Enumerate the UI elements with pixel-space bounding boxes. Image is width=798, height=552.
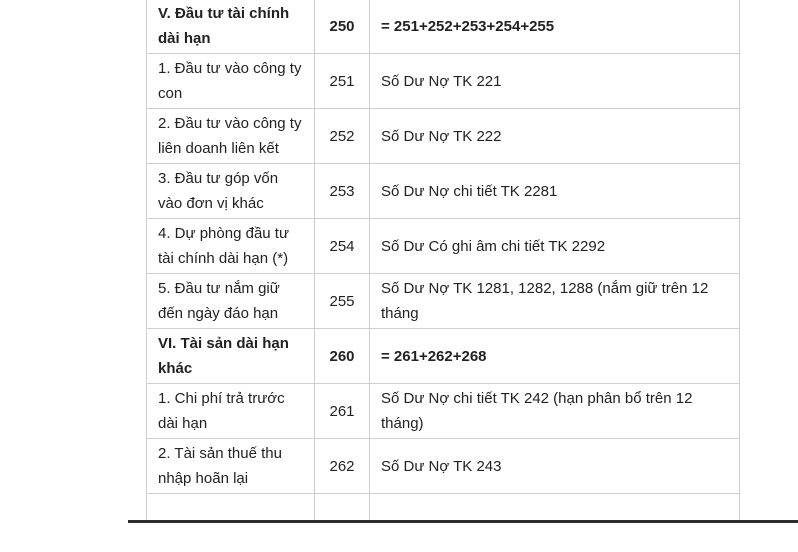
item-formula: Số Dư Nợ TK 221: [370, 54, 740, 109]
item-label: 3. Đầu tư góp vốn vào đơn vị khác: [147, 164, 315, 219]
table-row: [147, 0, 740, 54]
table-row: [147, 384, 740, 439]
item-code: 255: [315, 274, 370, 329]
item-formula: = 251+252+253+254+255: [370, 0, 740, 54]
divider-bar: [128, 520, 798, 523]
item-code: 260: [315, 329, 370, 384]
item-code: 251: [315, 54, 370, 109]
item-formula: = 261+262+268: [370, 329, 740, 384]
table-row: [147, 219, 740, 274]
table-row: [147, 274, 740, 329]
page-background: [0, 523, 798, 552]
item-label: 2. Đầu tư vào công ty liên doanh liên kết: [147, 109, 315, 164]
item-code: 262: [315, 439, 370, 494]
balance-sheet-table: [146, 0, 740, 523]
item-label: V. Đầu tư tài chính dài hạn: [147, 0, 315, 54]
table-row: [147, 164, 740, 219]
item-code: 254: [315, 219, 370, 274]
table-row: [147, 329, 740, 384]
item-label: VI. Tài sản dài hạn khác: [147, 329, 315, 384]
item-label: 4. Dự phòng đầu tư tài chính dài hạn (*): [147, 219, 315, 274]
item-label: 2. Tài sản thuế thu nhập hoãn lại: [147, 439, 315, 494]
item-label: 1. Đầu tư vào công ty con: [147, 54, 315, 109]
table-row: [147, 109, 740, 164]
item-code: 253: [315, 164, 370, 219]
table-row-partial: [147, 494, 740, 523]
item-formula: Số Dư Nợ TK 222: [370, 109, 740, 164]
item-formula: Số Dư Có ghi âm chi tiết TK 2292: [370, 219, 740, 274]
item-label: 1. Chi phí trả trước dài hạn: [147, 384, 315, 439]
item-formula: Số Dư Nợ chi tiết TK 2281: [370, 164, 740, 219]
item-label: 5. Đầu tư nắm giữ đến ngày đáo hạn: [147, 274, 315, 329]
table-row: [147, 54, 740, 109]
item-formula: Số Dư Nợ TK 1281, 1282, 1288 (nắm giữ trên 12 tháng: [370, 274, 740, 329]
item-formula: Số Dư Nợ chi tiết TK 242 (hạn phân bổ trên 12 tháng): [370, 384, 740, 439]
item-code: 250: [315, 0, 370, 54]
table-row: [147, 439, 740, 494]
item-formula: Số Dư Nợ TK 243: [370, 439, 740, 494]
item-code: 252: [315, 109, 370, 164]
item-code: 261: [315, 384, 370, 439]
